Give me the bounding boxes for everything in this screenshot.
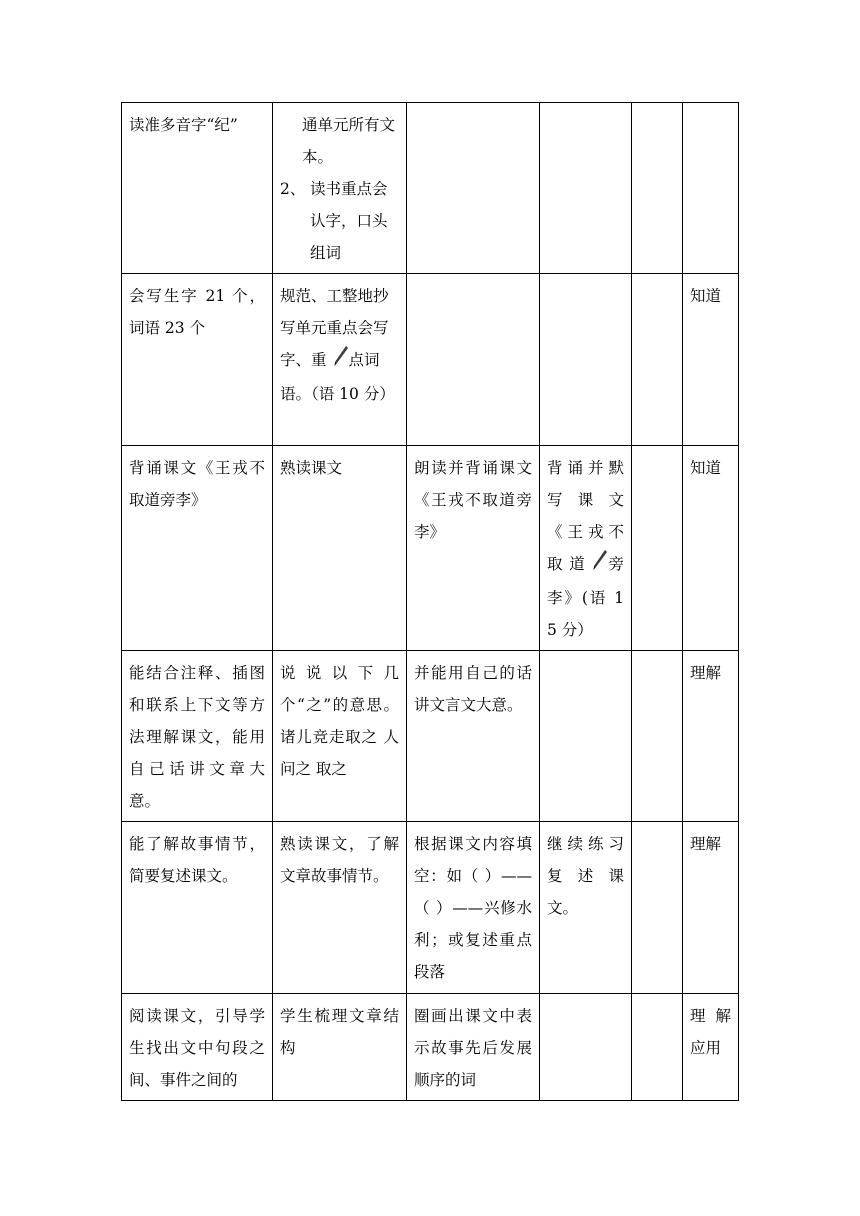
extra-cell [632,103,683,274]
item-text: 读书重点会认字，口头组词 [310,180,388,262]
activity-text: 点词语。（语 10 分） [280,351,395,403]
extra-cell [632,650,683,821]
pen-icon [333,345,349,378]
extra-cell [632,993,683,1100]
homework-cell: 继续练习复 述 课文。 [540,821,632,993]
table-row [122,993,739,1100]
table-row [122,821,739,993]
homework-cell [540,446,632,651]
check-cell [407,103,540,274]
activity-text: 规范、工整地抄写单元重点会写字、重 [280,287,389,369]
goal-cell: 阅读课文，引导学生找出文中句段之间、事件之间的 [122,993,273,1100]
homework-text: 背诵并默写 课 文《王戎不取 道 [547,459,624,573]
check-cell: 朗读并背诵课文《王戎不取道旁李》 [407,446,540,651]
table-row [122,103,739,274]
lesson-plan-table [121,102,739,1101]
activity-line: 通单元所有文本。 [302,116,396,166]
extra-cell [632,446,683,651]
level-cell: 知道 [683,274,739,446]
extra-cell [632,821,683,993]
check-cell: 并能用自己的话讲文言文大意。 [407,650,540,821]
goal-cell: 能了解故事情节，简要复述课文。 [122,821,273,993]
homework-cell [540,650,632,821]
level-cell: 理解应用 [683,993,739,1100]
activity-cell: 熟读课文 [273,446,407,651]
table-row [122,650,739,821]
homework-cell [540,103,632,274]
activity-item [280,173,399,269]
pen-icon [592,549,608,582]
activity-cell [273,274,407,446]
activity-cell: 熟读课文，了解文章故事情节。 [273,821,407,993]
level-cell: 知道 [683,446,739,651]
activity-cell [273,103,407,274]
table-row [122,274,739,446]
level-cell: 理解 [683,650,739,821]
homework-text: 旁李》(语 15 分） [547,555,624,639]
homework-cell [540,993,632,1100]
activity-cell: 说说以下几个“之”的意思。诸儿竞走取之 人问之 取之 [273,650,407,821]
check-cell [407,274,540,446]
goal-cell: 背诵课文《王戎不取道旁李》 [122,446,273,651]
item-number: 2、 [280,180,306,198]
check-cell: 根据课文内容填空：如（ ）——（ ）——兴修水利；或复述重点段落 [407,821,540,993]
activity-cell: 学生梳理文章结构 [273,993,407,1100]
table-row [122,446,739,651]
extra-cell [632,274,683,446]
level-cell [683,103,739,274]
goal-cell: 能结合注释、插图和联系上下文等方法理解课文，能用自己话讲文章大意。 [122,650,273,821]
goal-cell: 读准多音字“纪” [122,103,273,274]
goal-cell: 会写生字 21 个，词语 23 个 [122,274,273,446]
homework-cell [540,274,632,446]
level-cell: 理解 [683,821,739,993]
check-cell: 圈画出课文中表示故事先后发展顺序的词 [407,993,540,1100]
